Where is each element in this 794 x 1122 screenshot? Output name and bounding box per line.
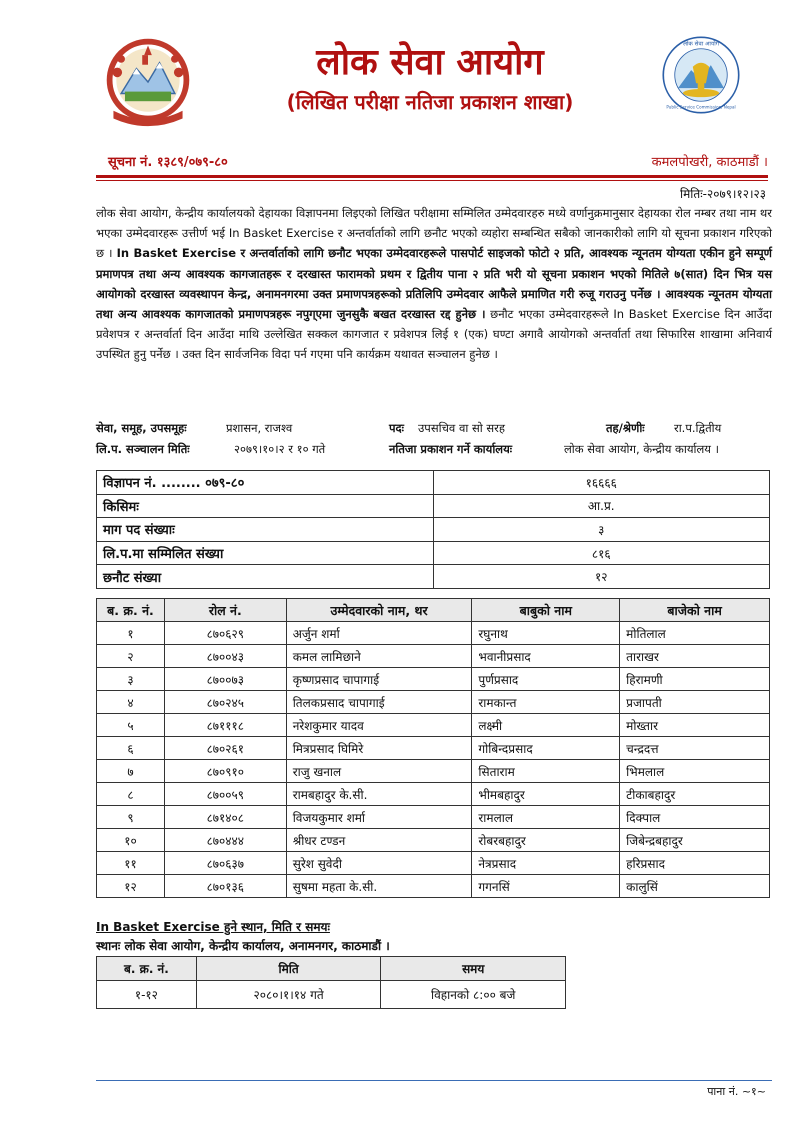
exam-date-label: लि.प. सञ्चालन मितिः	[96, 442, 190, 456]
results-header-cell: बाजेको नाम	[620, 599, 770, 622]
ad-table-row	[97, 518, 770, 542]
table-cell: चन्द्रदत्त	[620, 737, 770, 760]
table-cell: ४	[97, 691, 165, 714]
schedule-title: In Basket Exercise हुने स्थान, मिति र समयः	[96, 920, 330, 934]
info-row-1	[96, 421, 772, 441]
notice-body-part3: छनौट भएका उम्मेदवारहरूले In Basket Exercise दिन आउँदा प्रवेशपत्र र अन्तर्वार्ता दिन आउँदा माथि उल्लेखित सक्कल कागजात र प्रवेशपत्र लिई १ (एक) घण्टा अगावै आयोगको अन्तर्वार्ता तथा सिफारिस शाखामा अनिवार्य उपस्थित हुनु पर्नेछ । उक्त दिन सार्वजनिक विदा पर्न गएमा पनि कार्यक्रम यथावत सञ्चालन हुनेछ ।	[96, 307, 772, 362]
table-cell: राजु खनाल	[286, 760, 472, 783]
table-cell: कमल लामिछाने	[286, 645, 472, 668]
table-cell: ८७१११८	[164, 714, 286, 737]
table-cell: ८७०१३६	[164, 875, 286, 898]
ad-value: १२	[433, 565, 770, 589]
ad-table-row	[97, 565, 770, 589]
table-cell: ३	[97, 668, 165, 691]
schedule-row	[97, 981, 566, 1009]
table-cell: श्रीधर टण्डन	[286, 829, 472, 852]
table-cell: २	[97, 645, 165, 668]
table-cell: रामलाल	[472, 806, 620, 829]
table-cell: भवानीप्रसाद	[472, 645, 620, 668]
results-table	[96, 598, 770, 898]
table-cell: ५	[97, 714, 165, 737]
table-cell: रोबरबहादुर	[472, 829, 620, 852]
results-header-cell: ब. क्र. नं.	[97, 599, 165, 622]
table-cell: ८७०९१०	[164, 760, 286, 783]
table-cell: ९	[97, 806, 165, 829]
table-cell: दिक्पाल	[620, 806, 770, 829]
schedule-header-cell: समय	[381, 957, 566, 981]
post-value: उपसचिव वा सो सरह	[418, 421, 505, 435]
level-value: रा.प.द्वितीय	[674, 421, 722, 435]
page-number: पाना नं. ~१~	[707, 1085, 766, 1098]
schedule-header-cell: मिति	[196, 957, 381, 981]
nepal-emblem-icon	[100, 34, 196, 130]
table-row	[97, 875, 770, 898]
psc-logo-icon	[660, 34, 742, 116]
table-cell: कालुसिं	[620, 875, 770, 898]
notice-row	[108, 152, 768, 174]
ad-value: ८१६	[433, 541, 770, 565]
schedule-cell: २०८०।१।१४ गते	[196, 981, 381, 1009]
schedule-table	[96, 956, 566, 1009]
table-cell: पुर्णप्रसाद	[472, 668, 620, 691]
table-cell: ८७०२४५	[164, 691, 286, 714]
service-value: प्रशासन, राजश्व	[226, 421, 293, 435]
table-cell: ताराखर	[620, 645, 770, 668]
table-row	[97, 668, 770, 691]
table-row	[97, 622, 770, 645]
results-header-cell: रोल नं.	[164, 599, 286, 622]
table-cell: मोख्तार	[620, 714, 770, 737]
ad-label: विज्ञापन नं. ........ ०७९-८०	[97, 471, 434, 495]
table-cell: मित्रप्रसाद घिमिरे	[286, 737, 472, 760]
schedule-place: स्थानः लोक सेवा आयोग, केन्द्रीय कार्यालय, अनामनगर, काठमाडौं ।	[96, 939, 390, 953]
table-cell: प्रजापती	[620, 691, 770, 714]
ad-table-row	[97, 494, 770, 518]
table-cell: जिबेन्द्रबहादुर	[620, 829, 770, 852]
notice-body	[96, 203, 772, 365]
header-rule-thin	[96, 180, 768, 181]
ad-table-row	[97, 541, 770, 565]
table-row	[97, 714, 770, 737]
ad-label: माग पद संख्याः	[97, 518, 434, 542]
table-cell: भिमलाल	[620, 760, 770, 783]
table-cell: ८७०६२९	[164, 622, 286, 645]
ad-label: लि.प.मा सम्मिलित संख्या	[97, 541, 434, 565]
ad-table-row	[97, 471, 770, 495]
results-header-cell: बाबुको नाम	[472, 599, 620, 622]
post-label: पदः	[389, 421, 404, 435]
table-cell: १२	[97, 875, 165, 898]
table-cell: भीमबहादुर	[472, 783, 620, 806]
table-cell: विजयकुमार शर्मा	[286, 806, 472, 829]
service-label: सेवा, समूह, उपसमूहः	[96, 421, 187, 435]
notice-body-part1: लोक सेवा आयोग, केन्द्रीय कार्यालयको देहायका विज्ञापनमा लिइएको लिखित परीक्षामा सम्मिलित उम्मेदवारहरु मध्ये वर्णानुक्रमानुसार देहायका रोल नम्बर तथा नाम थर भएका उम्मेदवारहरू उत्तीर्ण भई In Basket Exercise र अन्तर्वार्ताको लागि छनौट भएको व्यहोरा सम्बन्धित सबैको जानकारीको लागि यो सूचना प्रकाशन गरिएको छ ।	[96, 206, 772, 261]
table-row	[97, 852, 770, 875]
table-cell: गगनसिं	[472, 875, 620, 898]
table-cell: मोतिलाल	[620, 622, 770, 645]
table-cell: सिताराम	[472, 760, 620, 783]
table-cell: रामबहादुर के.सी.	[286, 783, 472, 806]
table-cell: ८	[97, 783, 165, 806]
table-row	[97, 691, 770, 714]
table-cell: हिरामणी	[620, 668, 770, 691]
footer-rule	[96, 1080, 772, 1081]
table-cell: ८७०६३७	[164, 852, 286, 875]
table-row	[97, 806, 770, 829]
page-subtitle: (लिखित परीक्षा नतिजा प्रकाशन शाखा)	[286, 90, 574, 114]
table-cell: अर्जुन शर्मा	[286, 622, 472, 645]
info-row-2	[96, 442, 772, 462]
level-label: तह/श्रेणीः	[606, 421, 645, 435]
table-cell: हरिप्रसाद	[620, 852, 770, 875]
office-label: नतिजा प्रकाशन गर्ने कार्यालयः	[389, 442, 513, 456]
notice-body-bold: In Basket Exercise र अन्तर्वार्ताको लागि छनौट भएका उम्मेदवारहरूले पासपोर्ट साइजको फोटो २ प्रति, आवश्यक न्यूनतम योग्यता एकीन हुने सम्पूर्ण प्रमाणपत्र तथा अन्य आवश्यक कागजातहरू र दरखास्त फारामको प्रथम र द्वितीय पाना २ प्रति भरी यो सूचना प्रकाशन भएको मितिले ७(सात) दिन भित्र यस आयोगको दरखास्त व्यवस्थापन केन्द्र, अनामनगरमा उक्त प्रमाणपत्रहरूको प्रतिलिपि उम्मेदवार आफैले प्रमाणित गरी रुजू गराउनु पर्नेछ । आवश्यक न्यूनतम योग्यता तथा अन्य आवश्यक कागजातको प्रमाणपत्रहरू नपुग्एमा जुनसुकै बखत दरखास्त रद्द हुनेछ ।	[96, 246, 772, 322]
table-cell: सुरेश सुवेदी	[286, 852, 472, 875]
table-cell: ८७०२६१	[164, 737, 286, 760]
exam-date-value: २०७९।१०।२ र १० गते	[234, 442, 326, 456]
table-cell: नरेशकुमार यादव	[286, 714, 472, 737]
table-cell: ८७००४३	[164, 645, 286, 668]
table-row	[97, 645, 770, 668]
notice-date: मितिः-२०७९।१२।२३	[679, 187, 766, 201]
header-rule	[96, 175, 768, 178]
table-cell: तिलकप्रसाद चापागाई	[286, 691, 472, 714]
notice-number: सूचना नं. १३८९/०७९-८०	[108, 155, 228, 170]
table-row	[97, 760, 770, 783]
table-row	[97, 783, 770, 806]
table-cell: १०	[97, 829, 165, 852]
schedule-cell: १-१२	[97, 981, 197, 1009]
ad-label: किसिमः	[97, 494, 434, 518]
table-cell: नेत्रप्रसाद	[472, 852, 620, 875]
svg-text:लोक सेवा आयोग: लोक सेवा आयोग	[683, 41, 719, 48]
table-cell: १	[97, 622, 165, 645]
table-cell: रघुनाथ	[472, 622, 620, 645]
table-cell: ६	[97, 737, 165, 760]
ad-value: ३	[433, 518, 770, 542]
results-header-cell: उम्मेदवारको नाम, थर	[286, 599, 472, 622]
table-cell: ७	[97, 760, 165, 783]
ad-value: १६६६६	[433, 471, 770, 495]
office-location: कमलपोखरी, काठमाडौं ।	[651, 155, 768, 170]
table-cell: ८७००५९	[164, 783, 286, 806]
table-cell: कृष्णप्रसाद चापागाई	[286, 668, 472, 691]
table-row	[97, 829, 770, 852]
ad-value: आ.प्र.	[433, 494, 770, 518]
table-cell: ८७०४४४	[164, 829, 286, 852]
table-cell: ११	[97, 852, 165, 875]
table-row	[97, 737, 770, 760]
schedule-header-cell: ब. क्र. नं.	[97, 957, 197, 981]
page-title: लोक सेवा आयोग	[316, 42, 544, 83]
schedule-cell: विहानको ८:०० बजे	[381, 981, 566, 1009]
table-cell: लक्ष्मी	[472, 714, 620, 737]
psc-logo-ring-text: Public Service Commission, Nepal	[666, 104, 736, 110]
table-cell: ८७००७३	[164, 668, 286, 691]
advertisement-table	[96, 470, 770, 589]
table-cell: सुषमा महता के.सी.	[286, 875, 472, 898]
office-value: लोक सेवा आयोग, केन्द्रीय कार्यालय ।	[564, 442, 719, 456]
table-cell: रामकान्त	[472, 691, 620, 714]
ad-label: छनौट संख्या	[97, 565, 434, 589]
table-cell: टीकाबहादुर	[620, 783, 770, 806]
table-cell: ८७१४०८	[164, 806, 286, 829]
table-cell: गोबिन्दप्रसाद	[472, 737, 620, 760]
